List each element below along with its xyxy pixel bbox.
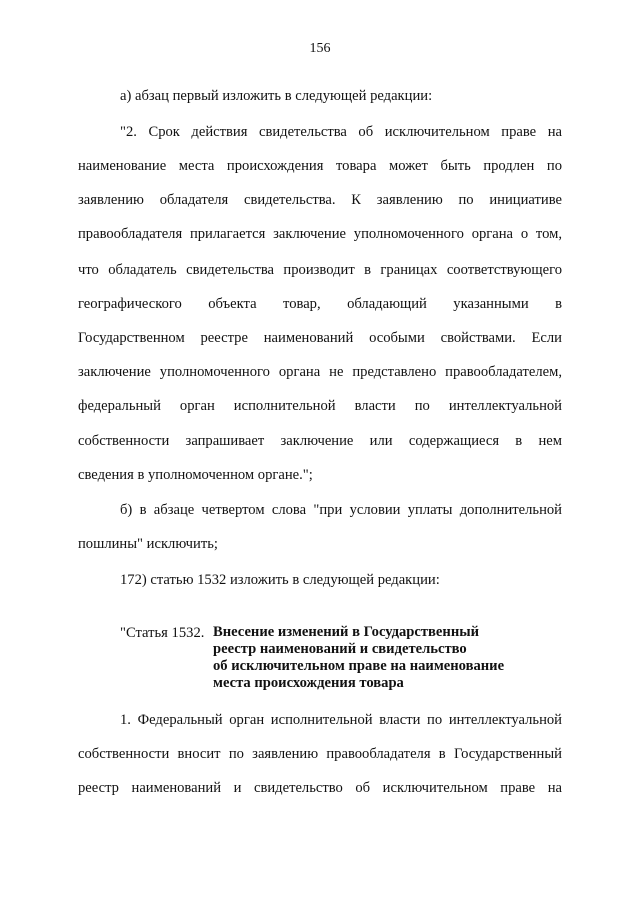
article-title-line: об исключительном праве на наименование xyxy=(213,658,505,674)
page-number: 156 xyxy=(309,41,331,56)
paragraph-line: федеральный орган исполнительной власти по интеллектуальной xyxy=(78,398,562,414)
paragraph-line: заключение уполномоченного органа не представлено правообладателем, xyxy=(78,364,562,380)
paragraph-line: 1. Федеральный орган исполнительной власти по интеллектуальной xyxy=(120,712,562,728)
article-title-line: Внесение изменений в Государственный xyxy=(213,624,480,640)
paragraph-line: сведения в уполномоченном органе."; xyxy=(78,467,313,483)
paragraph-line: правообладателя прилагается заключение уполномоченного органа о том, xyxy=(78,226,562,242)
paragraph-line: собственности вносит по заявлению правообладателя в Государственный xyxy=(78,746,562,762)
paragraph-line: "2. Срок действия свидетельства об исключительном праве на xyxy=(120,124,562,140)
paragraph-line: реестр наименований и свидетельство об исключительном праве на xyxy=(78,780,562,796)
paragraph-line: б) в абзаце четвертом слова "при условии уплаты дополнительной xyxy=(120,502,562,518)
paragraph-a-intro: а) абзац первый изложить в следующей редакции: xyxy=(120,88,433,104)
paragraph-line: что обладатель свидетельства производит в границах соответствующего xyxy=(78,262,562,278)
paragraph-line: пошлины" исключить; xyxy=(78,536,218,552)
article-label: "Статья 1532. xyxy=(120,625,205,641)
paragraph-line: заявлению обладателя свидетельства. К заявлению по инициативе xyxy=(78,192,562,208)
paragraph-line: собственности запрашивает заключение или содержащиеся в нем xyxy=(78,433,562,449)
paragraph-line: наименование места происхождения товара может быть продлен по xyxy=(78,158,562,174)
article-title-line: реестр наименований и свидетельство xyxy=(213,641,467,657)
paragraph-item-172: 172) статью 1532 изложить в следующей редакции: xyxy=(120,572,440,588)
paragraph-line: Государственном реестре наименований особыми свойствами. Если xyxy=(78,330,562,346)
paragraph-line: географического объекта товар, обладающий указанными в xyxy=(78,296,562,312)
article-title-line: места происхождения товара xyxy=(213,675,404,691)
